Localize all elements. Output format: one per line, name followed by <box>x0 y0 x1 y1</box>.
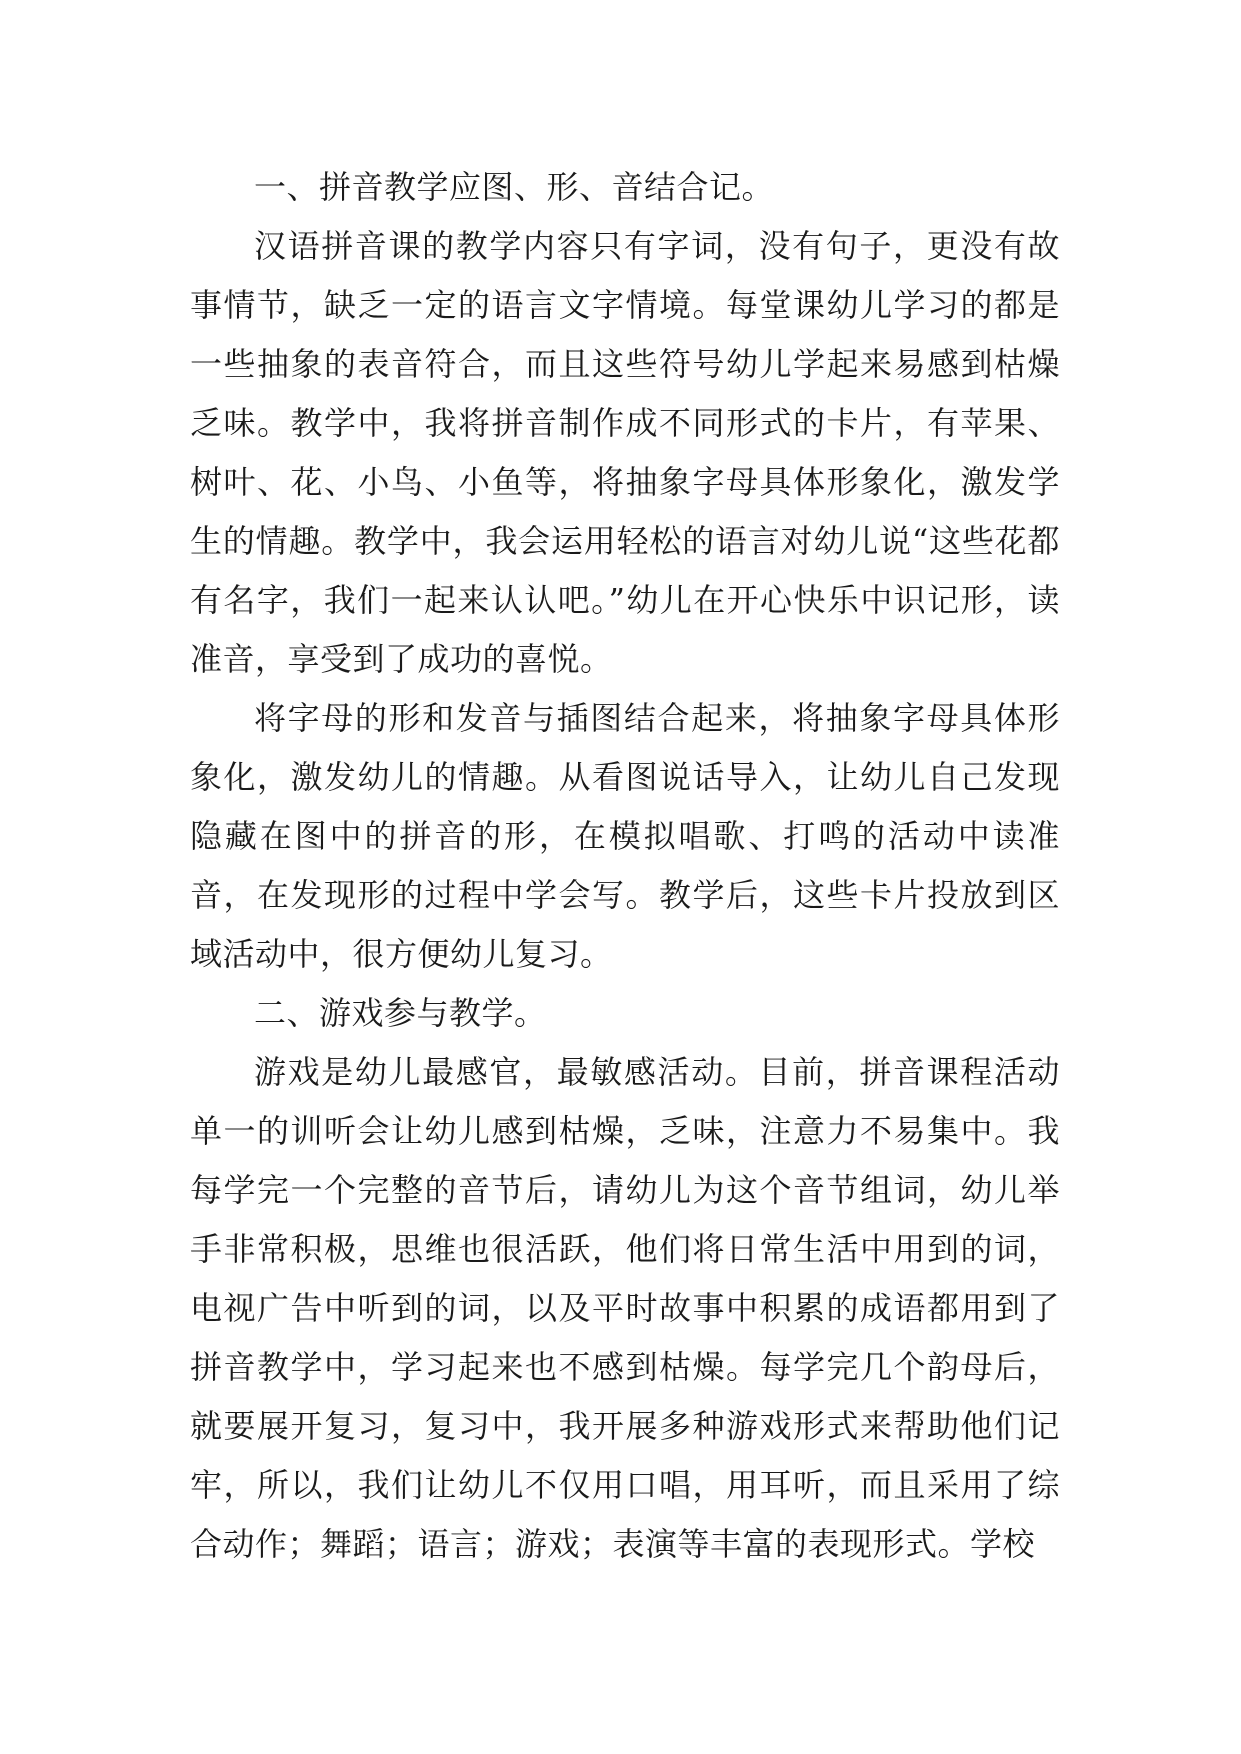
paragraph-1: 汉语拼音课的教学内容只有字词，没有句子，更没有故事情节，缺乏一定的语言文字情境。每堂课幼儿学习的都是一些抽象的表音符合，而且这些符号幼儿学起来易感到枯燥乏味。教学中，我将拼音制作成不同形式的卡片，有苹果、树叶、花、小鸟、小鱼等，将抽象字母具体形象化，激发学生的情趣。教学中，我会运用轻松的语言对幼儿说“这些花都有名字，我们一起来认认吧。”幼儿在开心快乐中识记形，读准音，享受到了成功的喜悦。 <box>190 227 1060 678</box>
document-body <box>190 158 1060 1574</box>
paragraph-2: 将字母的形和发音与插图结合起来，将抽象字母具体形象化，激发幼儿的情趣。从看图说话导入，让幼儿自己发现隐藏在图中的拼音的形，在模拟唱歌、打鸣的活动中读准音，在发现形的过程中学会写。教学后，这些卡片投放到区域活动中，很方便幼儿复习。 <box>190 699 1060 973</box>
section-heading-2: 二、游戏参与教学。 <box>254 994 547 1032</box>
paragraph-3: 游戏是幼儿最感官，最敏感活动。目前，拼音课程活动单一的训听会让幼儿感到枯燥，乏味，注意力不易集中。我每学完一个完整的音节后，请幼儿为这个音节组词，幼儿举手非常积极，思维也很活跃，他们将日常生活中用到的词，电视广告中听到的词，以及平时故事中积累的成语都用到了拼音教学中，学习起来也不感到枯燥。每学完几个韵母后，就要展开复习，复习中，我开展多种游戏形式来帮助他们记牢，所以，我们让幼儿不仅用口唱，用耳听，而且采用了综合动作；舞蹈；语言；游戏；表演等丰富的表现形式。学校 <box>190 1053 1060 1563</box>
section-heading-1: 一、拼音教学应图、形、音结合记。 <box>254 168 775 206</box>
